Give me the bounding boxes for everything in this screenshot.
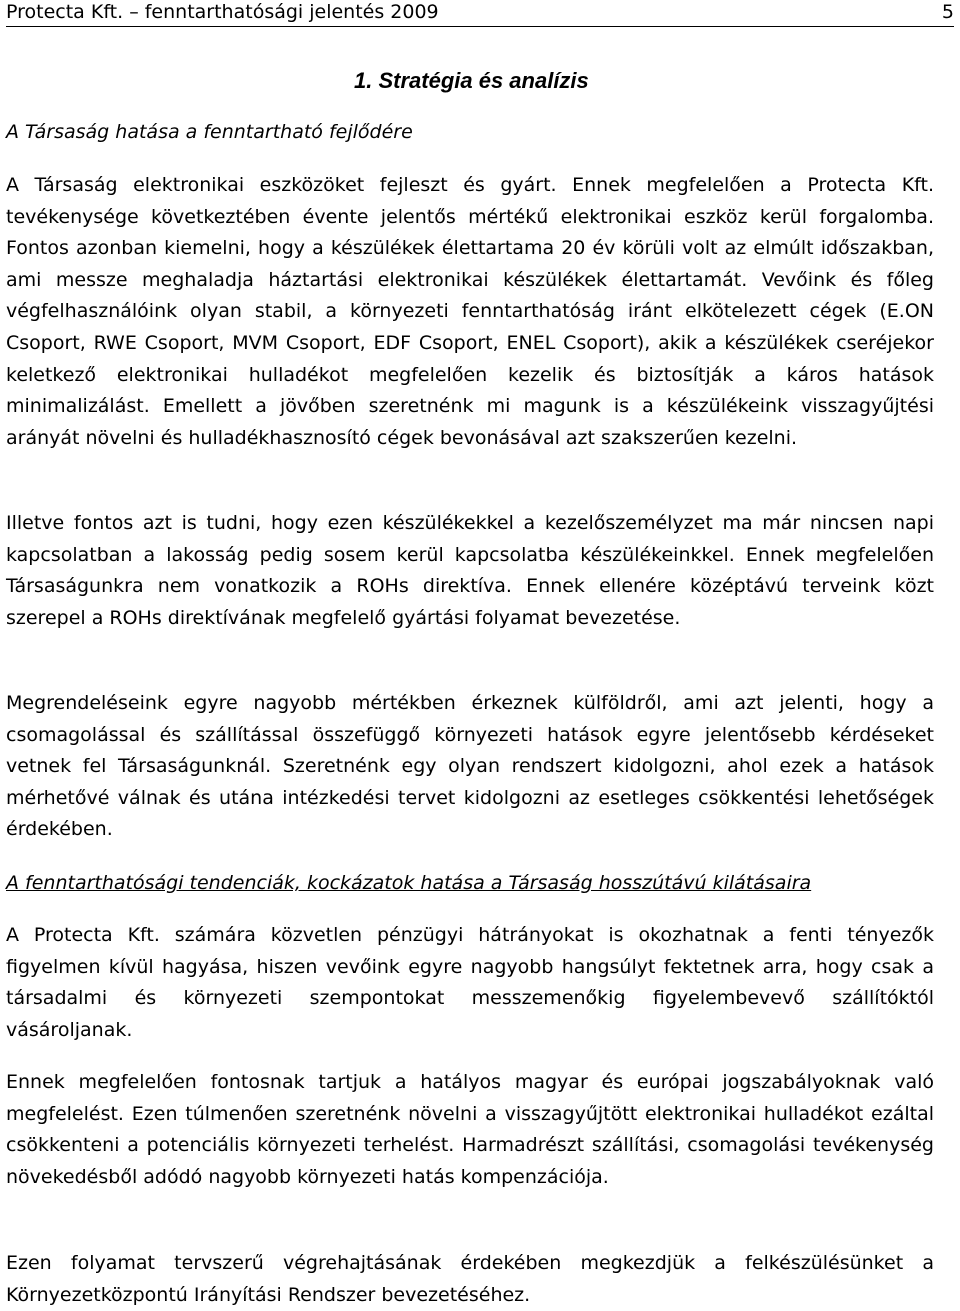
- page-number: 5: [941, 1, 954, 23]
- page-header: [6, 0, 954, 27]
- section-heading-trends: A fenntarthatósági tendenciák, kockázatok hatása a Társaság hosszútávú kilátásaira: [6, 872, 812, 894]
- paragraph-orders: Megrendeléseink egyre nagyobb mértékben érkeznek külföldről, ami azt jelenti, hogy a csomagolással és szállítással összefüggő környezeti hatások egyre jelentősebb kérdéseket vetnek fel Társaságunknál. Szeretnénk egy olyan rendszert kidolgozni, ahol ezek a hatások mérhetővé válnak és utána intézkedési tervet kidolgozni az esetleges csökkentési lehetőségek érdekében.: [6, 692, 934, 841]
- paragraph-financial: A Protecta Kft. számára közvetlen pénzügyi hátrányokat is okozhatnak a fenti tényezők figyelmen kívül hagyása, hiszen vevőink egyre nagyobb hangsúlyt fektetnek arra, hogy csak a társadalmi és környezeti szempontokat messzemenőkig figyelembevevő szállítóktól vásároljanak.: [6, 924, 934, 1041]
- chapter-title: 1. Stratégia és analízis: [354, 68, 589, 93]
- section-heading-impact: [6, 120, 413, 144]
- paragraph-electronics: A Társaság elektronikai eszközöket fejleszt és gyárt. Ennek megfelelően a Protecta Kft. tevékenysége következtében évente jelentős mértékű elektronikai eszköz kerül forgalomba. Fontos azonban kiemelni, hogy a készülékek élettartama 20 év körüli volt az elmúlt időszakban, ami messze meghaladja háztartási elektronikai készülékek élettartamát. Vevőink és főleg végfelhasználóink olyan stabil, a környezeti fenntarthatóság iránt elkötelezett cégek (E.ON Csoport, RWE Csoport, MVM Csoport, EDF Csoport, ENEL Csoport), akik a készülékek cseréjekor keletkező elektronikai hulladékot megfelelően kezelik és biztosítják a káros hatások minimalizálást. Emellett a jövőben szeretnénk mi magunk is a készülékeink visszagyűjtési arányát növelni és hulladékhasznosító cégek bevonásával azt szakszerűen kezelni.: [6, 174, 934, 449]
- paragraph-ems: Ezen folyamat tervszerű végrehajtásának érdekében megkezdjük a felkészülésünket a Környezetközpontú Irányítási Rendszer bevezetéséhez.: [6, 1252, 934, 1306]
- paragraph-compliance: Ennek megfelelően fontosnak tartjuk a hatályos magyar és európai jogszabályoknak való megfelelést. Ezen túlmenően szeretnénk növelni a visszagyűjtött elektronikai hulladékot ezáltal csökkenteni a potenciális környezeti terhelést. Harmadrészt szállítási, csomagolási tevékenység növekedésből adódó nagyobb környezeti hatás kompenzációja.: [6, 1071, 934, 1188]
- header-title: Protecta Kft. – fenntarthatósági jelentés 2009: [6, 1, 439, 23]
- paragraph-rohs: Illetve fontos azt is tudni, hogy ezen készülékekkel a kezelőszemélyzet ma már nincsen napi kapcsolatban a lakosság pedig sosem kerül kapcsolatba készülékeinkkel. Ennek megfelelően Társaságunkra nem vonatkozik a ROHs direktíva. Ennek ellenére középtávú terveink közt szerepel a ROHs direktívának megfelelő gyártási folyamat bevezetése.: [6, 512, 934, 629]
- section-heading-impact-text: A Társaság hatása a fenntartható fejlődére: [6, 121, 413, 143]
